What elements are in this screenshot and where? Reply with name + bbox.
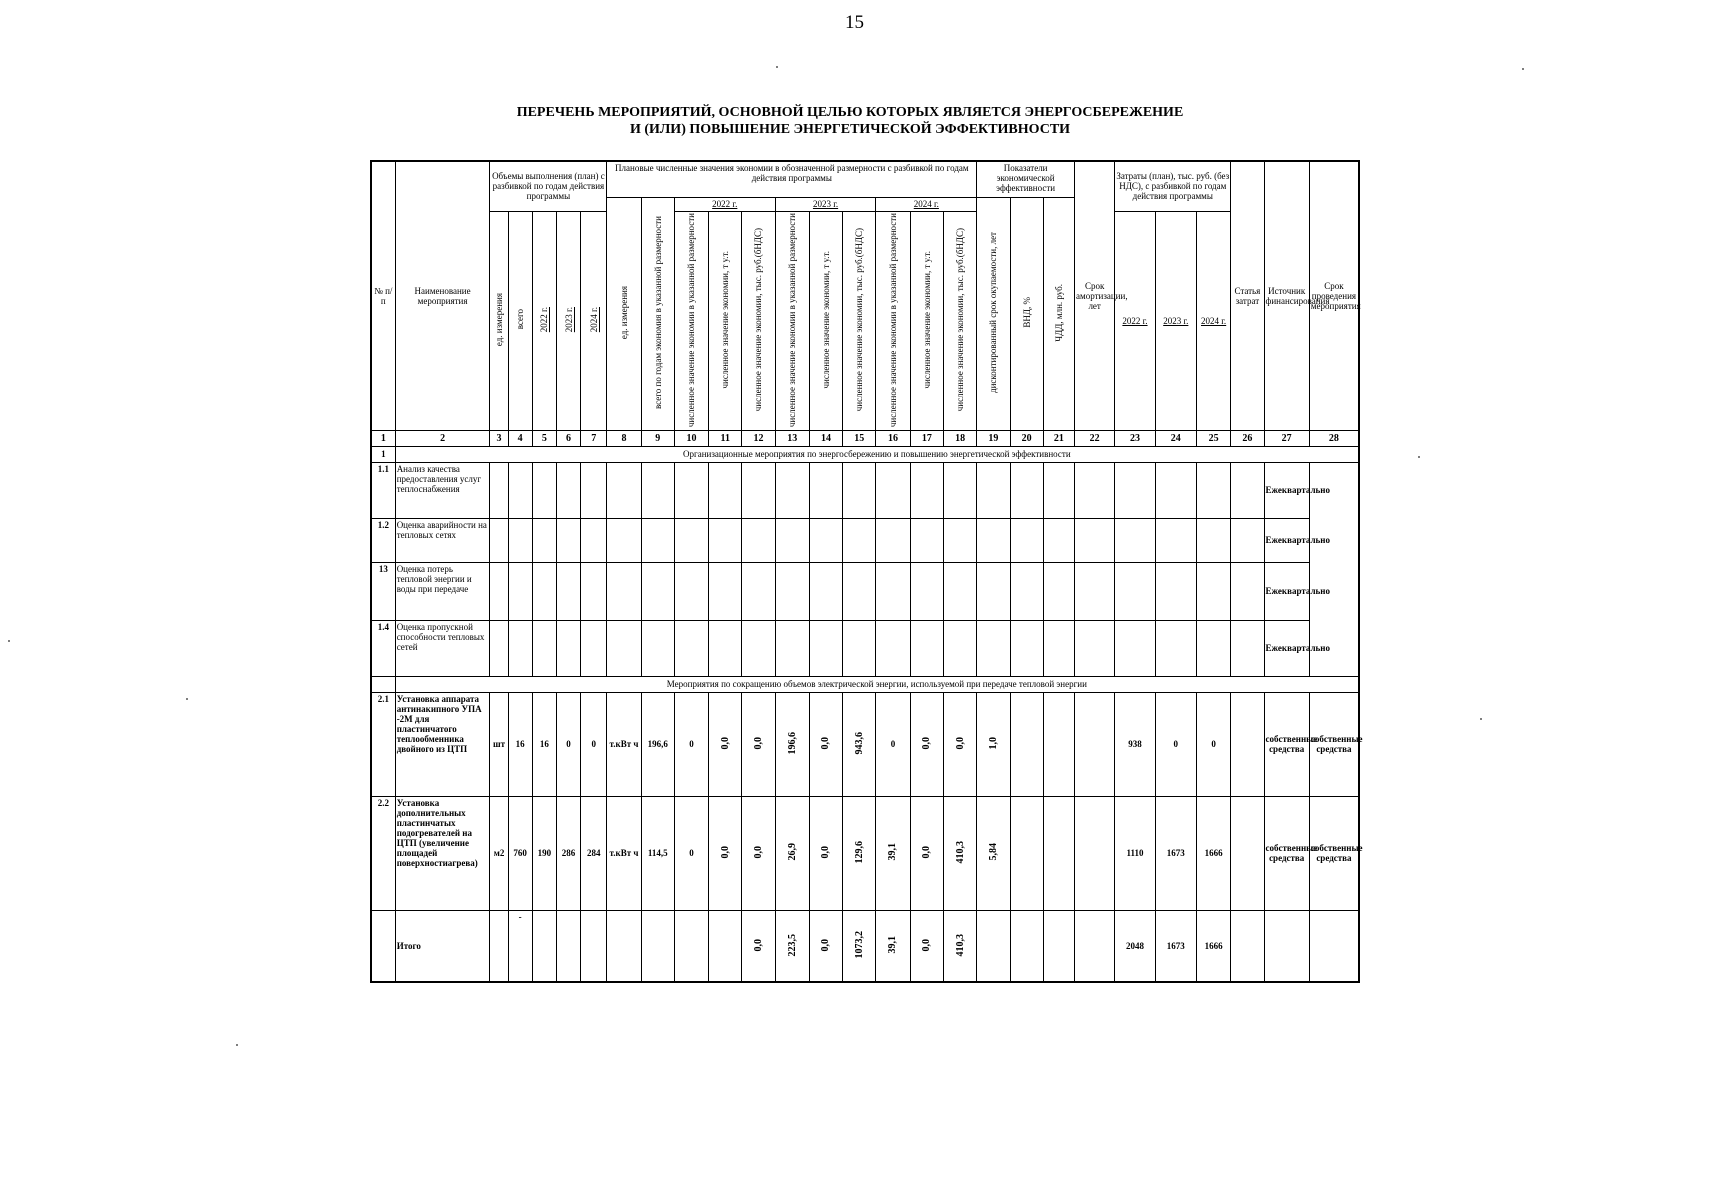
row-value: 410,3 — [943, 796, 976, 910]
row-value: 0 — [876, 692, 910, 796]
header-year-2023: 2023 г. — [775, 197, 876, 211]
header-vol-unit: ед. измерения — [490, 211, 508, 430]
row-y2022: 190 — [532, 796, 556, 910]
column-number: 15 — [843, 430, 876, 446]
total-row — [371, 910, 1359, 982]
table-row — [371, 620, 1359, 676]
header-eco-tut-2022: численное значение экономии, т у.т. — [709, 211, 742, 430]
header-payback: дисконтированный срок окупаемости, лет — [977, 197, 1010, 430]
header-eco-tut-2023: численное значение экономии, т у.т. — [809, 211, 842, 430]
section-2-header — [371, 676, 1359, 692]
row-value: 0,0 — [742, 692, 775, 796]
row-name: Анализ качества предоставления услуг теплоснабжения — [395, 462, 490, 518]
row-total: 16 — [508, 692, 532, 796]
header-eco-tut-2024: численное значение экономии, т у.т. — [910, 211, 943, 430]
column-number: 14 — [809, 430, 842, 446]
header-term: Срок проведения мероприятия — [1309, 161, 1359, 430]
row-term: собственные средства — [1309, 692, 1359, 796]
section-1-number: 1 — [371, 446, 395, 462]
row-value: 129,6 — [843, 796, 876, 910]
header-eco-dim-2024: численное значение экономии в указанной размерности — [876, 211, 910, 430]
row-value: 0,0 — [709, 692, 742, 796]
row-value: 1,0 — [977, 692, 1010, 796]
column-number: 13 — [775, 430, 809, 446]
column-number: 11 — [709, 430, 742, 446]
row-value: 0,0 — [943, 692, 976, 796]
row-number: 13 — [371, 562, 395, 620]
header-irr: ВНД, % — [1010, 197, 1043, 430]
total-cost-2023: 1673 — [1155, 910, 1196, 982]
column-number: 23 — [1115, 430, 1155, 446]
header-eco-rub-2022: численное значение экономии, тыс. руб.(бНДС) — [742, 211, 775, 430]
column-number: 26 — [1231, 430, 1264, 446]
header-npv: ЧДД, млн. руб. — [1043, 197, 1074, 430]
row-plan-unit: т.кВт ч — [607, 796, 641, 910]
header-article: Статья затрат — [1231, 161, 1264, 430]
row-source: собственные средства — [1264, 692, 1309, 796]
table-row — [371, 518, 1359, 562]
header-eco-rub-2024: численное значение экономии, тыс. руб.(бНДС) — [943, 211, 976, 430]
header-amort: Срок амортизации, лет — [1075, 161, 1115, 430]
total-cost-2022: 2048 — [1115, 910, 1155, 982]
row-unit: шт — [490, 692, 508, 796]
scan-speck — [1480, 718, 1482, 720]
page-number: 15 — [845, 12, 864, 33]
column-number: 1 — [371, 430, 395, 446]
column-number: 28 — [1309, 430, 1359, 446]
header-volumes: Объемы выполнения (план) с разбивкой по годам действия программы — [490, 161, 607, 211]
page-title — [440, 104, 1260, 138]
header-no: № п/п — [371, 161, 395, 430]
row-y2024: 284 — [581, 796, 607, 910]
row-value: 26,9 — [775, 796, 809, 910]
column-number: 19 — [977, 430, 1010, 446]
header-name: Наименование мероприятия — [395, 161, 490, 430]
row-value: 0,0 — [910, 796, 943, 910]
row-value: 0,0 — [910, 692, 943, 796]
header-cost-2024: 2024 г. — [1196, 211, 1230, 430]
row-plan-total: 114,5 — [641, 796, 674, 910]
header-vol-total: всего — [508, 211, 532, 430]
row-number: 1.4 — [371, 620, 395, 676]
row-y2022: 16 — [532, 692, 556, 796]
row-value: 0,0 — [809, 692, 842, 796]
column-number: 22 — [1075, 430, 1115, 446]
row-value: 0,0 — [742, 796, 775, 910]
header-plan-total: всего по годам экономия в указанной размерности — [641, 197, 674, 430]
header-vol-2022: 2022 г. — [532, 211, 556, 430]
row-term: Ежеквартально — [1264, 620, 1309, 676]
section-2-title: Мероприятия по сокращению объемов электрической энергии, используемой при передаче тепловой энергии — [395, 676, 1359, 692]
row-value: 0 — [674, 796, 708, 910]
header-eco-rub-2023: численное значение экономии, тыс. руб.(бНДС) — [843, 211, 876, 430]
column-number: 17 — [910, 430, 943, 446]
column-number: 6 — [556, 430, 580, 446]
column-number: 7 — [581, 430, 607, 446]
header-plan-unit: ед. измерения — [607, 197, 641, 430]
header-indicators: Показатели экономической эффективности — [977, 161, 1075, 197]
section-1-title: Организационные мероприятия по энергосбережению и повышению энергетической эффективности — [395, 446, 1359, 462]
column-number: 9 — [641, 430, 674, 446]
header-source: Источник финансирования — [1264, 161, 1309, 430]
total-value: 410,3 — [943, 910, 976, 982]
header-year-2022: 2022 г. — [674, 197, 775, 211]
title-line-2: И (ИЛИ) ПОВЫШЕНИЕ ЭНЕРГЕТИЧЕСКОЙ ЭФФЕКТИВНОСТИ — [629, 122, 1071, 137]
total-label: Итого — [395, 910, 490, 982]
column-number: 25 — [1196, 430, 1230, 446]
header-cost-2022: 2022 г. — [1115, 211, 1155, 430]
row-value: 196,6 — [775, 692, 809, 796]
row-term: собственные средства — [1309, 796, 1359, 910]
row-value: 0,0 — [709, 796, 742, 910]
column-number: 24 — [1155, 430, 1196, 446]
row-number: 2.1 — [371, 692, 395, 796]
row-value: 0 — [674, 692, 708, 796]
header-cost-2023: 2023 г. — [1155, 211, 1196, 430]
scan-speck — [776, 66, 778, 68]
scan-speck — [236, 1044, 238, 1046]
column-number: 10 — [674, 430, 708, 446]
row-value: 39,1 — [876, 796, 910, 910]
total-value: 0,0 — [910, 910, 943, 982]
column-number: 27 — [1264, 430, 1309, 446]
table-row — [371, 796, 1359, 910]
scan-speck — [8, 640, 10, 642]
scan-speck — [186, 698, 188, 700]
header-vol-2024: 2024 г. — [581, 211, 607, 430]
header-plan: Плановые численные значения экономии в обозначенной размерности с разбивкой по годам действия программы — [607, 161, 977, 197]
row-plan-total: 196,6 — [641, 692, 674, 796]
row-cost-2024: 1666 — [1196, 796, 1230, 910]
row-unit: м2 — [490, 796, 508, 910]
column-number: 21 — [1043, 430, 1074, 446]
row-source: собственные средства — [1264, 796, 1309, 910]
scan-speck — [1418, 456, 1420, 458]
column-number: 5 — [532, 430, 556, 446]
row-total: 760 — [508, 796, 532, 910]
row-y2023: 286 — [556, 796, 580, 910]
row-cost-2023: 1673 — [1155, 796, 1196, 910]
column-number: 8 — [607, 430, 641, 446]
row-cost-2022: 1110 — [1115, 796, 1155, 910]
measures-table — [370, 160, 1363, 983]
table-row — [371, 692, 1359, 796]
row-number: 2.2 — [371, 796, 395, 910]
row-plan-unit: т.кВт ч — [607, 692, 641, 796]
title-line-1: ПЕРЕЧЕНЬ МЕРОПРИЯТИЙ, ОСНОВНОЙ ЦЕЛЬЮ КОТОРЫХ ЯВЛЯЕТСЯ ЭНЕРГОСБЕРЕЖЕНИЕ — [516, 105, 1184, 120]
column-number: 3 — [490, 430, 508, 446]
row-name: Оценка аварийности на тепловых сетях — [395, 518, 490, 562]
row-value: 943,6 — [843, 692, 876, 796]
row-cost-2023: 0 — [1155, 692, 1196, 796]
column-number: 18 — [943, 430, 976, 446]
total-value: 223,5 — [775, 910, 809, 982]
row-term: Ежеквартально — [1264, 462, 1309, 518]
row-value: 0,0 — [809, 796, 842, 910]
row-name: Оценка потерь тепловой энергии и воды при передаче — [395, 562, 490, 620]
row-value: 5,84 — [977, 796, 1010, 910]
row-cost-2022: 938 — [1115, 692, 1155, 796]
table-row — [371, 462, 1359, 518]
row-term: Ежеквартально — [1264, 562, 1309, 620]
column-number: 16 — [876, 430, 910, 446]
total-value: 0,0 — [809, 910, 842, 982]
header-costs: Затраты (план), тыс. руб. (без НДС), с разбивкой по годам действия программы — [1115, 161, 1231, 211]
total-cost-2024: 1666 — [1196, 910, 1230, 982]
total-dash: - — [508, 910, 532, 982]
header-eco-dim-2022: численное значение экономии в указанной размерности — [674, 211, 708, 430]
row-name: Оценка пропускной способности тепловых сетей — [395, 620, 490, 676]
header-year-2024: 2024 г. — [876, 197, 977, 211]
row-number: 1.1 — [371, 462, 395, 518]
table-row — [371, 562, 1359, 620]
column-numbers-row — [371, 430, 1359, 446]
row-cost-2024: 0 — [1196, 692, 1230, 796]
column-number: 2 — [395, 430, 490, 446]
total-value: 0,0 — [742, 910, 775, 982]
row-name: Установка дополнительных пластинчатых подогревателей на ЦТП (увеличение площадей поверхностиагрева) — [395, 796, 490, 910]
row-name: Установка аппарата антинакипного УПА -2М для пластинчатого теплообменника двойного из ЦТП — [395, 692, 490, 796]
scan-speck — [1522, 68, 1524, 70]
row-y2024: 0 — [581, 692, 607, 796]
header-eco-dim-2023: численное значение экономии в указанной размерности — [775, 211, 809, 430]
section-1-header — [371, 446, 1359, 462]
column-number: 20 — [1010, 430, 1043, 446]
total-value: 1073,2 — [843, 910, 876, 982]
header-vol-2023: 2023 г. — [556, 211, 580, 430]
column-number: 4 — [508, 430, 532, 446]
total-value: 39,1 — [876, 910, 910, 982]
row-number: 1.2 — [371, 518, 395, 562]
row-y2023: 0 — [556, 692, 580, 796]
row-term: Ежеквартально — [1264, 518, 1309, 562]
column-number: 12 — [742, 430, 775, 446]
